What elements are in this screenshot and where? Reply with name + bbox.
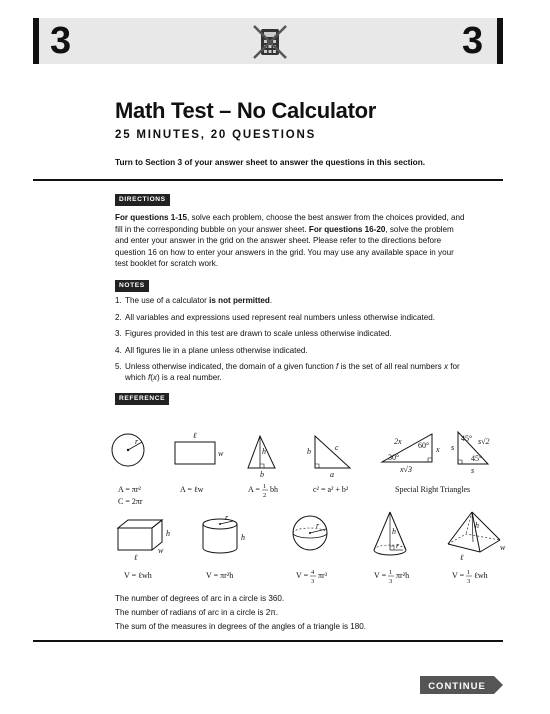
note-number: 1.: [115, 296, 122, 305]
box-volume-formula: V = ℓwh: [124, 571, 152, 580]
circle-area-formula: A = πr²: [118, 485, 141, 494]
rect-width-label: w: [218, 449, 224, 458]
box-height-label: h: [166, 529, 170, 538]
note-emphasis: is not permitted: [209, 296, 270, 305]
cylinder-volume-formula: V = πr²h: [206, 571, 234, 580]
fact-radians: The number of radians of arc in a circle is 2π.: [115, 608, 279, 617]
section-number-left: 3: [50, 20, 72, 62]
long-leg-label: x√3: [400, 465, 412, 474]
fraction-numerator: 1: [467, 569, 471, 576]
function-symbol: f: [147, 373, 151, 383]
angle-45-top-label: 45°: [461, 434, 473, 443]
reference-facts: [115, 592, 475, 634]
right-triangle-figure: [307, 436, 350, 479]
reference-label: REFERENCE: [115, 393, 169, 405]
note-text: for which: [125, 362, 460, 383]
radius-label: r: [135, 437, 139, 446]
fraction-denominator: 2: [263, 492, 267, 499]
sphere-figure: [293, 516, 327, 550]
variable-symbol: x: [443, 362, 449, 372]
leg-a-label: a: [330, 470, 334, 479]
formula-suffix: ℓwh: [474, 571, 488, 580]
note-text: All figures lie in a plane unless otherwise indicated.: [125, 345, 308, 355]
cone-radius-label: r: [396, 541, 400, 550]
pyramid-height-label: h: [475, 521, 479, 530]
note-item: [115, 361, 470, 383]
directions-q1-15-text: , solve each problem, choose the best answer from the choices provided, and fill in the corresponding bubble on your answer sheet.: [115, 213, 465, 234]
formula-prefix: A =: [248, 485, 260, 494]
divider-top: [33, 179, 503, 181]
directions-label: DIRECTIONS: [115, 194, 170, 206]
note-text: The use of a calculator: [125, 296, 210, 305]
hypotenuse-2x-label: 2x: [394, 437, 402, 446]
note-number: 2.: [115, 312, 122, 322]
side-s-label: s: [451, 443, 455, 452]
formula-suffix: πr²h: [396, 571, 410, 580]
formula-prefix: V =: [374, 571, 387, 580]
directions-q1-15-label: For questions 1-15: [115, 213, 187, 222]
box-figure: [118, 520, 170, 562]
rect-length-label: ℓ: [193, 431, 197, 440]
cylinder-figure: [203, 513, 245, 553]
pyramid-length-label: ℓ: [460, 553, 464, 562]
directions-q16-20-label: For questions 16-20: [308, 224, 386, 234]
formula-prefix: V =: [296, 571, 309, 580]
note-text: Unless otherwise indicated, the domain of a given function: [125, 362, 337, 372]
sphere-volume-formula: [296, 569, 328, 585]
fraction-numerator: 4: [311, 569, 315, 576]
divider-bottom: [33, 640, 503, 642]
thirty-sixty-ninety-figure: [382, 434, 440, 474]
angle-60-label: 60°: [418, 441, 430, 450]
cylinder-radius-label: r: [225, 513, 229, 522]
fraction-denominator: 3: [389, 578, 393, 585]
header-right-bar: [497, 18, 503, 64]
cone-height-label: h: [392, 527, 396, 536]
fact-triangle-sum: The sum of the measures in degrees of the angles of a triangle is 180.: [115, 622, 367, 631]
triangle-base-label: b: [260, 470, 264, 479]
sphere-radius-label: r: [316, 521, 320, 530]
fraction-denominator: 3: [467, 578, 471, 585]
pyramid-figure: [448, 512, 506, 562]
note-number: 3.: [115, 329, 122, 339]
rectangle-figure: [175, 431, 224, 464]
circle-figure: [112, 434, 144, 466]
directions-text: [115, 212, 465, 270]
continue-label: CONTINUE: [428, 681, 486, 692]
leg-b-label: b: [307, 447, 311, 456]
box-width-label: w: [158, 546, 164, 555]
note-text-end: .: [269, 296, 273, 305]
notes-list: [115, 295, 470, 389]
header-left-bar: [33, 18, 39, 64]
note-text: All variables and expressions used represent real numbers unless otherwise indicated.: [125, 312, 435, 322]
fact-degrees: The number of degrees of arc in a circle is 360.: [115, 594, 285, 603]
note-item: [115, 295, 470, 306]
notes-label: NOTES: [115, 280, 149, 292]
note-item: [115, 312, 470, 323]
section-number-right: 3: [462, 20, 484, 62]
note-text: is the set of all real numbers: [338, 362, 444, 372]
short-leg-x-label: x: [436, 445, 440, 454]
formula-suffix: πr³: [318, 571, 328, 580]
note-item: [115, 345, 470, 356]
fraction-numerator: 1: [389, 569, 393, 576]
no-calculator-icon: [250, 22, 290, 62]
note-number: 4.: [115, 345, 122, 355]
triangle-height-label: h: [262, 447, 266, 456]
reference-figures: [110, 420, 510, 590]
angle-30-label: 30°: [388, 453, 400, 462]
fraction-denominator: 3: [311, 578, 315, 585]
formula-suffix: bh: [270, 485, 278, 494]
hypotenuse-c-label: c: [335, 443, 339, 452]
special-triangles-caption: Special Right Triangles: [395, 485, 471, 494]
triangle-area-formula: [248, 483, 278, 499]
page-title: Math Test – No Calculator: [115, 98, 377, 123]
pyramid-volume-formula: [452, 569, 488, 585]
cone-volume-formula: [374, 569, 409, 585]
continue-button[interactable]: [420, 676, 504, 694]
note-number: 5.: [115, 362, 122, 372]
note-text: Figures provided in this test are drawn to scale unless otherwise indicated.: [125, 329, 392, 339]
angle-45-bottom-label: 45°: [471, 454, 483, 463]
function-symbol: f: [336, 362, 339, 372]
circumference-formula: C = 2πr: [118, 497, 143, 506]
cylinder-height-label: h: [241, 533, 245, 542]
formula-prefix: V =: [452, 571, 465, 580]
box-length-label: ℓ: [134, 553, 138, 562]
rectangle-area-formula: A = ℓw: [180, 485, 204, 494]
pythagorean-formula: c² = a² + b²: [313, 485, 349, 494]
note-text: ) is a real number.: [156, 373, 222, 383]
page-subtitle: 25 MINUTES, 20 QUESTIONS: [115, 129, 317, 141]
note-text: (: [150, 373, 153, 383]
variable-symbol: x: [152, 373, 157, 383]
fraction-numerator: 1: [263, 483, 267, 490]
note-item: [115, 328, 470, 339]
pyramid-width-label: w: [500, 543, 506, 552]
triangle-figure: [248, 436, 275, 479]
base-s-label: s: [471, 466, 475, 475]
directions-q16-20-text: , solve the problem and enter your answer in the grid on the answer sheet. Please refer to the directions before question 16 on how to enter your answers in the grid. You may use any available space in your test booklet for scratch work.: [115, 224, 454, 269]
forty-five-figure: [451, 432, 490, 475]
hypotenuse-s-root2-label: s√2: [478, 437, 490, 446]
cone-figure: [374, 512, 406, 555]
section-instruction: Turn to Section 3 of your answer sheet to answer the questions in this section.: [115, 157, 426, 167]
